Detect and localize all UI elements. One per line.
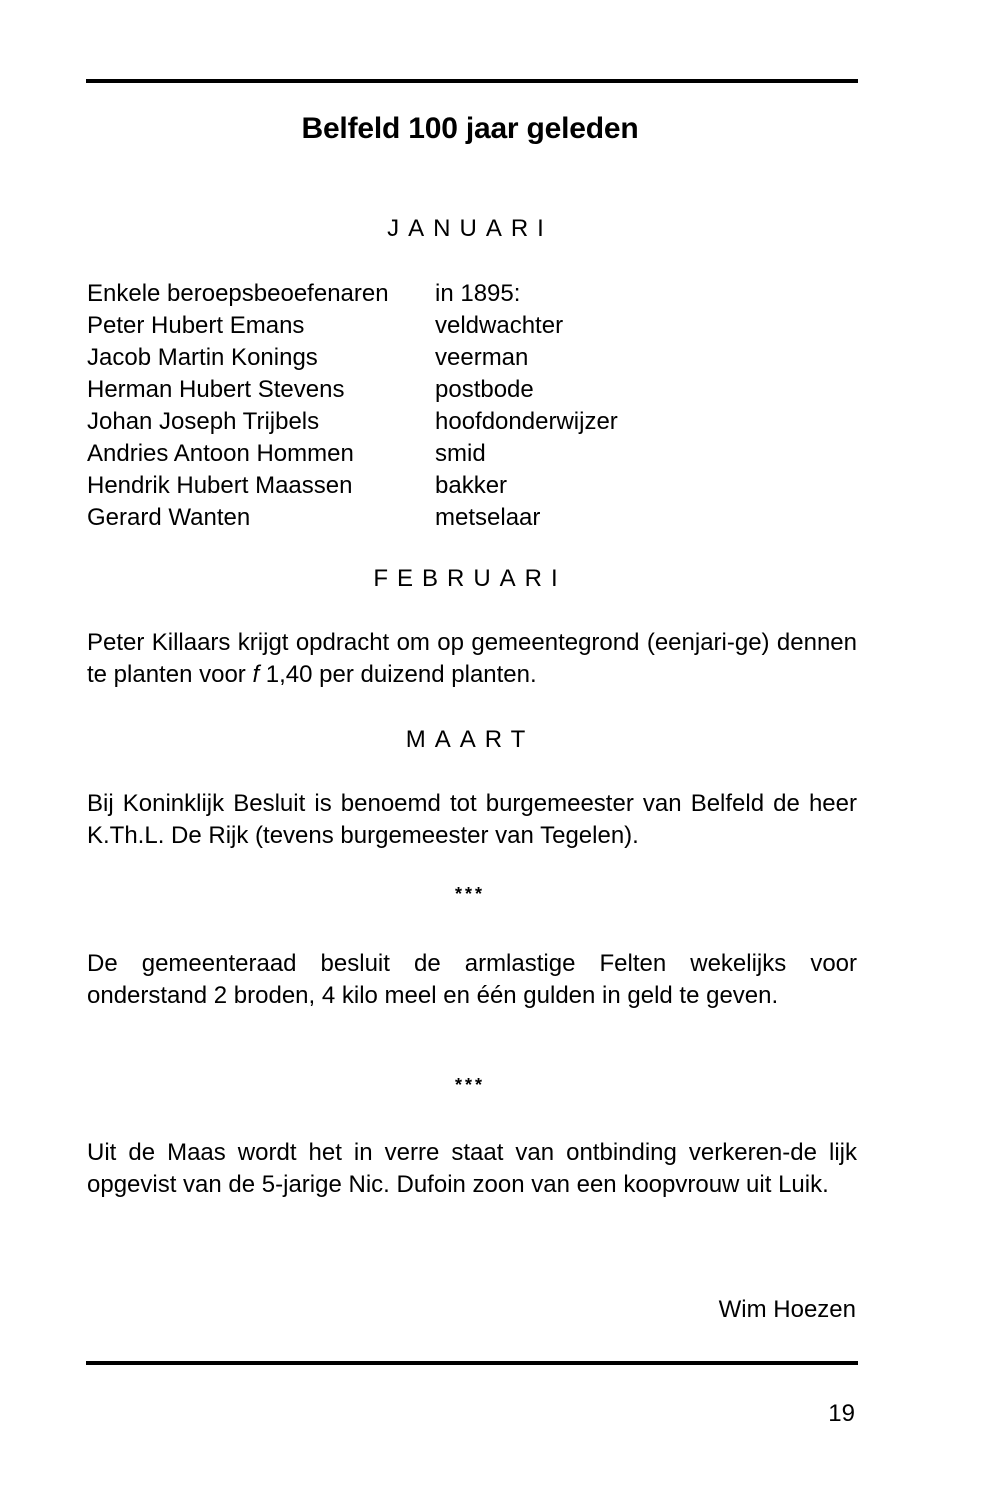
list-item	[87, 470, 867, 502]
list-item	[87, 310, 867, 342]
occupation-list-intro	[87, 278, 867, 310]
bottom-rule	[86, 1361, 858, 1365]
person-name: Johan Joseph Trijbels	[87, 408, 320, 435]
author-signature: Wim Hoezen	[718, 1296, 856, 1323]
page-number: 19	[828, 1400, 855, 1427]
list-item	[87, 438, 867, 470]
maart-paragraph-1: Bij Koninklijk Besluit is benoemd tot burgemeester van Belfeld de heer K.Th.L. De Rijk (tevens burgemeester van Tegelen).	[87, 790, 857, 849]
person-occupation: veerman	[435, 344, 529, 371]
intro-left: Enkele beroepsbeoefenaren	[87, 280, 389, 307]
person-occupation: veldwachter	[435, 312, 564, 339]
februari-text-after: 1,40 per duizend planten.	[259, 661, 537, 688]
list-item	[87, 406, 867, 438]
maart-paragraph-2: De gemeenteraad besluit de armlastige Felten wekelijks voor onderstand 2 broden, 4 kilo meel en één gulden in geld te geven.	[87, 950, 857, 1009]
person-name: Gerard Wanten	[87, 504, 251, 531]
intro-right: in 1895:	[435, 280, 521, 307]
person-occupation: bakker	[435, 472, 508, 499]
page-title: Belfeld 100 jaar geleden	[301, 112, 639, 145]
section-separator: ***	[454, 884, 485, 904]
month-heading-maart: MAART	[405, 726, 535, 753]
list-item	[87, 502, 867, 534]
list-item	[87, 374, 867, 406]
month-heading-februari: FEBRUARI	[373, 565, 567, 592]
person-name: Jacob Martin Konings	[87, 344, 318, 371]
person-occupation: smid	[435, 440, 486, 467]
person-occupation: hoofdonderwijzer	[435, 408, 618, 435]
list-item	[87, 342, 867, 374]
guilder-symbol: f	[252, 661, 260, 688]
month-heading-januari: JANUARI	[387, 215, 553, 242]
person-name: Hendrik Hubert Maassen	[87, 472, 353, 499]
februari-text-before: Peter Killaars krijgt opdracht om op gemeentegrond (eenjari-ge) dennen te planten voor	[87, 629, 857, 688]
person-occupation: metselaar	[435, 504, 541, 531]
februari-paragraph	[87, 627, 857, 691]
person-name: Andries Antoon Hommen	[87, 440, 354, 467]
occupation-list	[87, 278, 867, 534]
top-rule	[86, 79, 858, 83]
maart-paragraph-3: Uit de Maas wordt het in verre staat van ontbinding verkeren-de lijk opgevist van de 5-jarige Nic. Dufoin zoon van een koopvrouw uit Luik.	[87, 1139, 857, 1198]
section-separator: ***	[454, 1075, 485, 1095]
person-name: Herman Hubert Stevens	[87, 376, 345, 403]
person-occupation: postbode	[435, 376, 534, 403]
person-name: Peter Hubert Emans	[87, 312, 305, 339]
